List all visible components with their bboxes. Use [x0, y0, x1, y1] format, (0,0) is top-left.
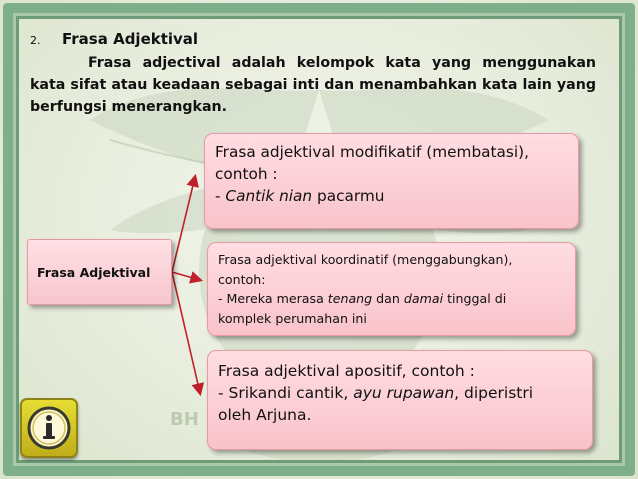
info-button[interactable] — [20, 398, 78, 458]
root-label: Frasa Adjektival — [37, 264, 151, 280]
heading-number: 2. — [30, 34, 41, 47]
branch-node-modifikatif — [204, 133, 579, 229]
branch-3-line-1: Frasa adjektival apositif, contoh : — [218, 362, 475, 380]
heading-block — [30, 28, 596, 118]
heading-line — [30, 28, 596, 52]
branch-1-example — [215, 185, 568, 207]
branch-2-ex-part-1: - Mereka merasa — [218, 291, 328, 306]
info-icon — [22, 400, 76, 456]
branch-1-line-1: Frasa adjektival modifikatif (membatasi), — [215, 143, 529, 161]
watermark-text: BH — [170, 409, 199, 430]
branch-1-line-2: contoh : — [215, 165, 278, 183]
branch-node-koordinatif — [207, 242, 576, 336]
branch-3-ex-italic: ayu rupawan — [353, 384, 455, 402]
branch-2-ex-italic-1: tenang — [327, 291, 373, 306]
branch-2-ex-italic-2: damai — [403, 291, 444, 306]
branch-2-line-1: Frasa adjektival koordinatif (menggabungkan), — [218, 252, 513, 267]
branch-1-example-italic: Cantik nian — [225, 187, 313, 205]
branch-2-ex-part-3: tinggal di — [443, 291, 507, 306]
heading-title: Frasa Adjektival — [62, 30, 199, 48]
branch-1-example-prefix: - — [215, 187, 226, 205]
branch-3-line-3: oleh Arjuna. — [218, 406, 312, 424]
branch-3-ex-part-2: , diperistri — [454, 384, 534, 402]
branch-2-example — [218, 289, 565, 309]
root-node — [27, 239, 172, 305]
branch-2-ex-part-2: dan — [372, 291, 404, 306]
branch-1-example-rest: pacarmu — [312, 187, 385, 205]
branch-2-line-4: komplek perumahan ini — [218, 310, 367, 326]
branch-2-line-2: contoh: — [218, 271, 266, 287]
definition-text: Frasa adjectival adalah kelompok kata yang menggunakan kata sifat atau keadaan sebagai inti dan menambahkan kata lain yang berfungsi menerangkan. — [30, 55, 596, 115]
branch-3-ex-part-1: - Srikandi cantik, — [218, 384, 354, 402]
branch-3-example — [218, 382, 582, 404]
branch-node-apositif — [207, 350, 593, 450]
